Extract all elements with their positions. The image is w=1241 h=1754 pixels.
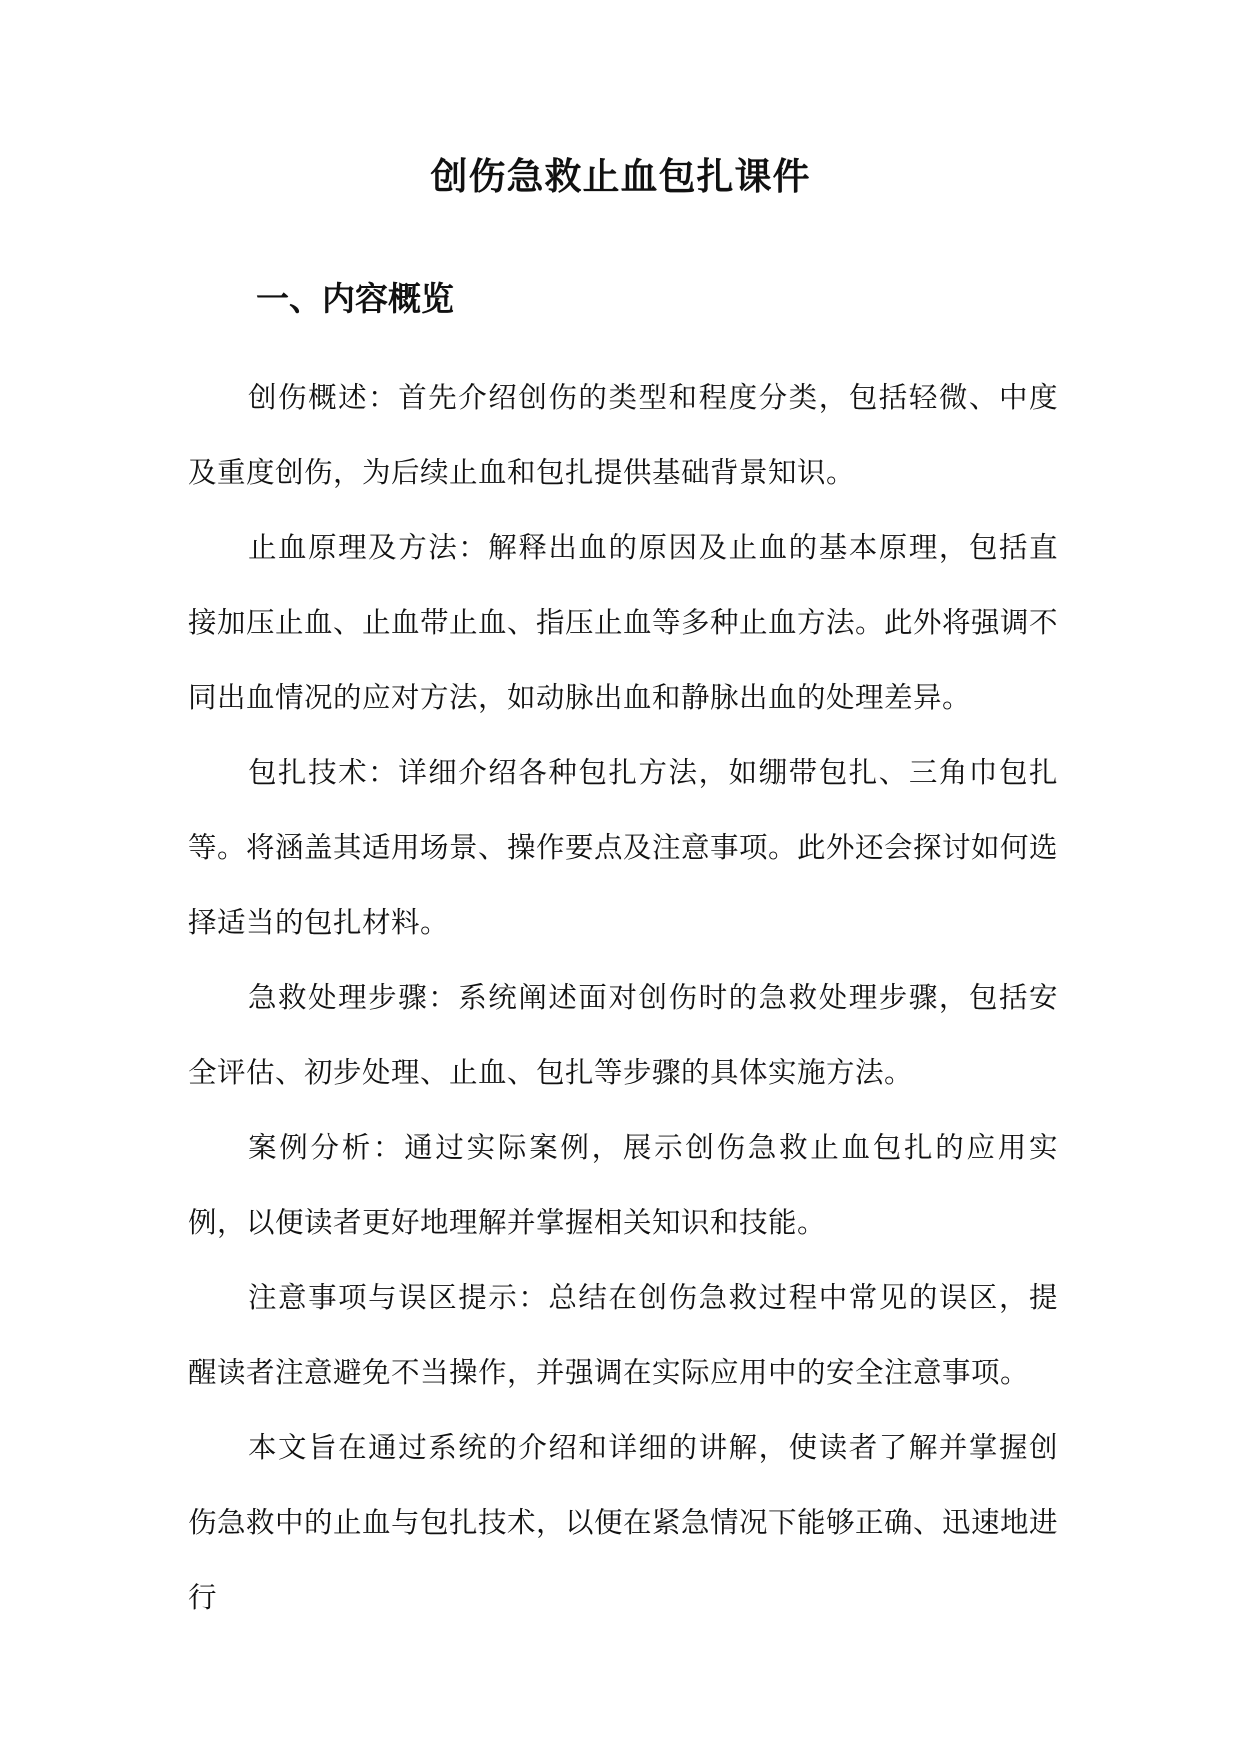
paragraph-wound-overview: 创伤概述：首先介绍创伤的类型和程度分类，包括轻微、中度及重度创伤，为后续止血和包扎提供基础背景知识。 <box>188 381 1058 489</box>
body-text <box>188 360 1058 1635</box>
paragraph-precautions: 注意事项与误区提示：总结在创伤急救过程中常见的误区，提醒读者注意避免不当操作，并强调在实际应用中的安全注意事项。 <box>188 1281 1058 1389</box>
paragraph-case-analysis: 案例分析：通过实际案例，展示创伤急救止血包扎的应用实例，以便读者更好地理解并掌握相关知识和技能。 <box>188 1131 1058 1239</box>
paragraph-first-aid-steps: 急救处理步骤：系统阐述面对创伤时的急救处理步骤，包括安全评估、初步处理、止血、包扎等步骤的具体实施方法。 <box>188 981 1058 1089</box>
paragraph-purpose: 本文旨在通过系统的介绍和详细的讲解，使读者了解并掌握创伤急救中的止血与包扎技术，以便在紧急情况下能够正确、迅速地进行 <box>188 1431 1059 1614</box>
paragraph-bandaging: 包扎技术：详细介绍各种包扎方法，如绷带包扎、三角巾包扎等。将涵盖其适用场景、操作要点及注意事项。此外还会探讨如何选择适当的包扎材料。 <box>188 756 1059 939</box>
paragraph-hemostasis: 止血原理及方法：解释出血的原因及止血的基本原理，包括直接加压止血、止血带止血、指压止血等多种止血方法。此外将强调不同出血情况的应对方法，如动脉出血和静脉出血的处理差异。 <box>188 531 1059 714</box>
document-title: 创伤急救止血包扎课件 <box>430 155 811 198</box>
section-heading: 一、内容概览 <box>256 279 454 318</box>
